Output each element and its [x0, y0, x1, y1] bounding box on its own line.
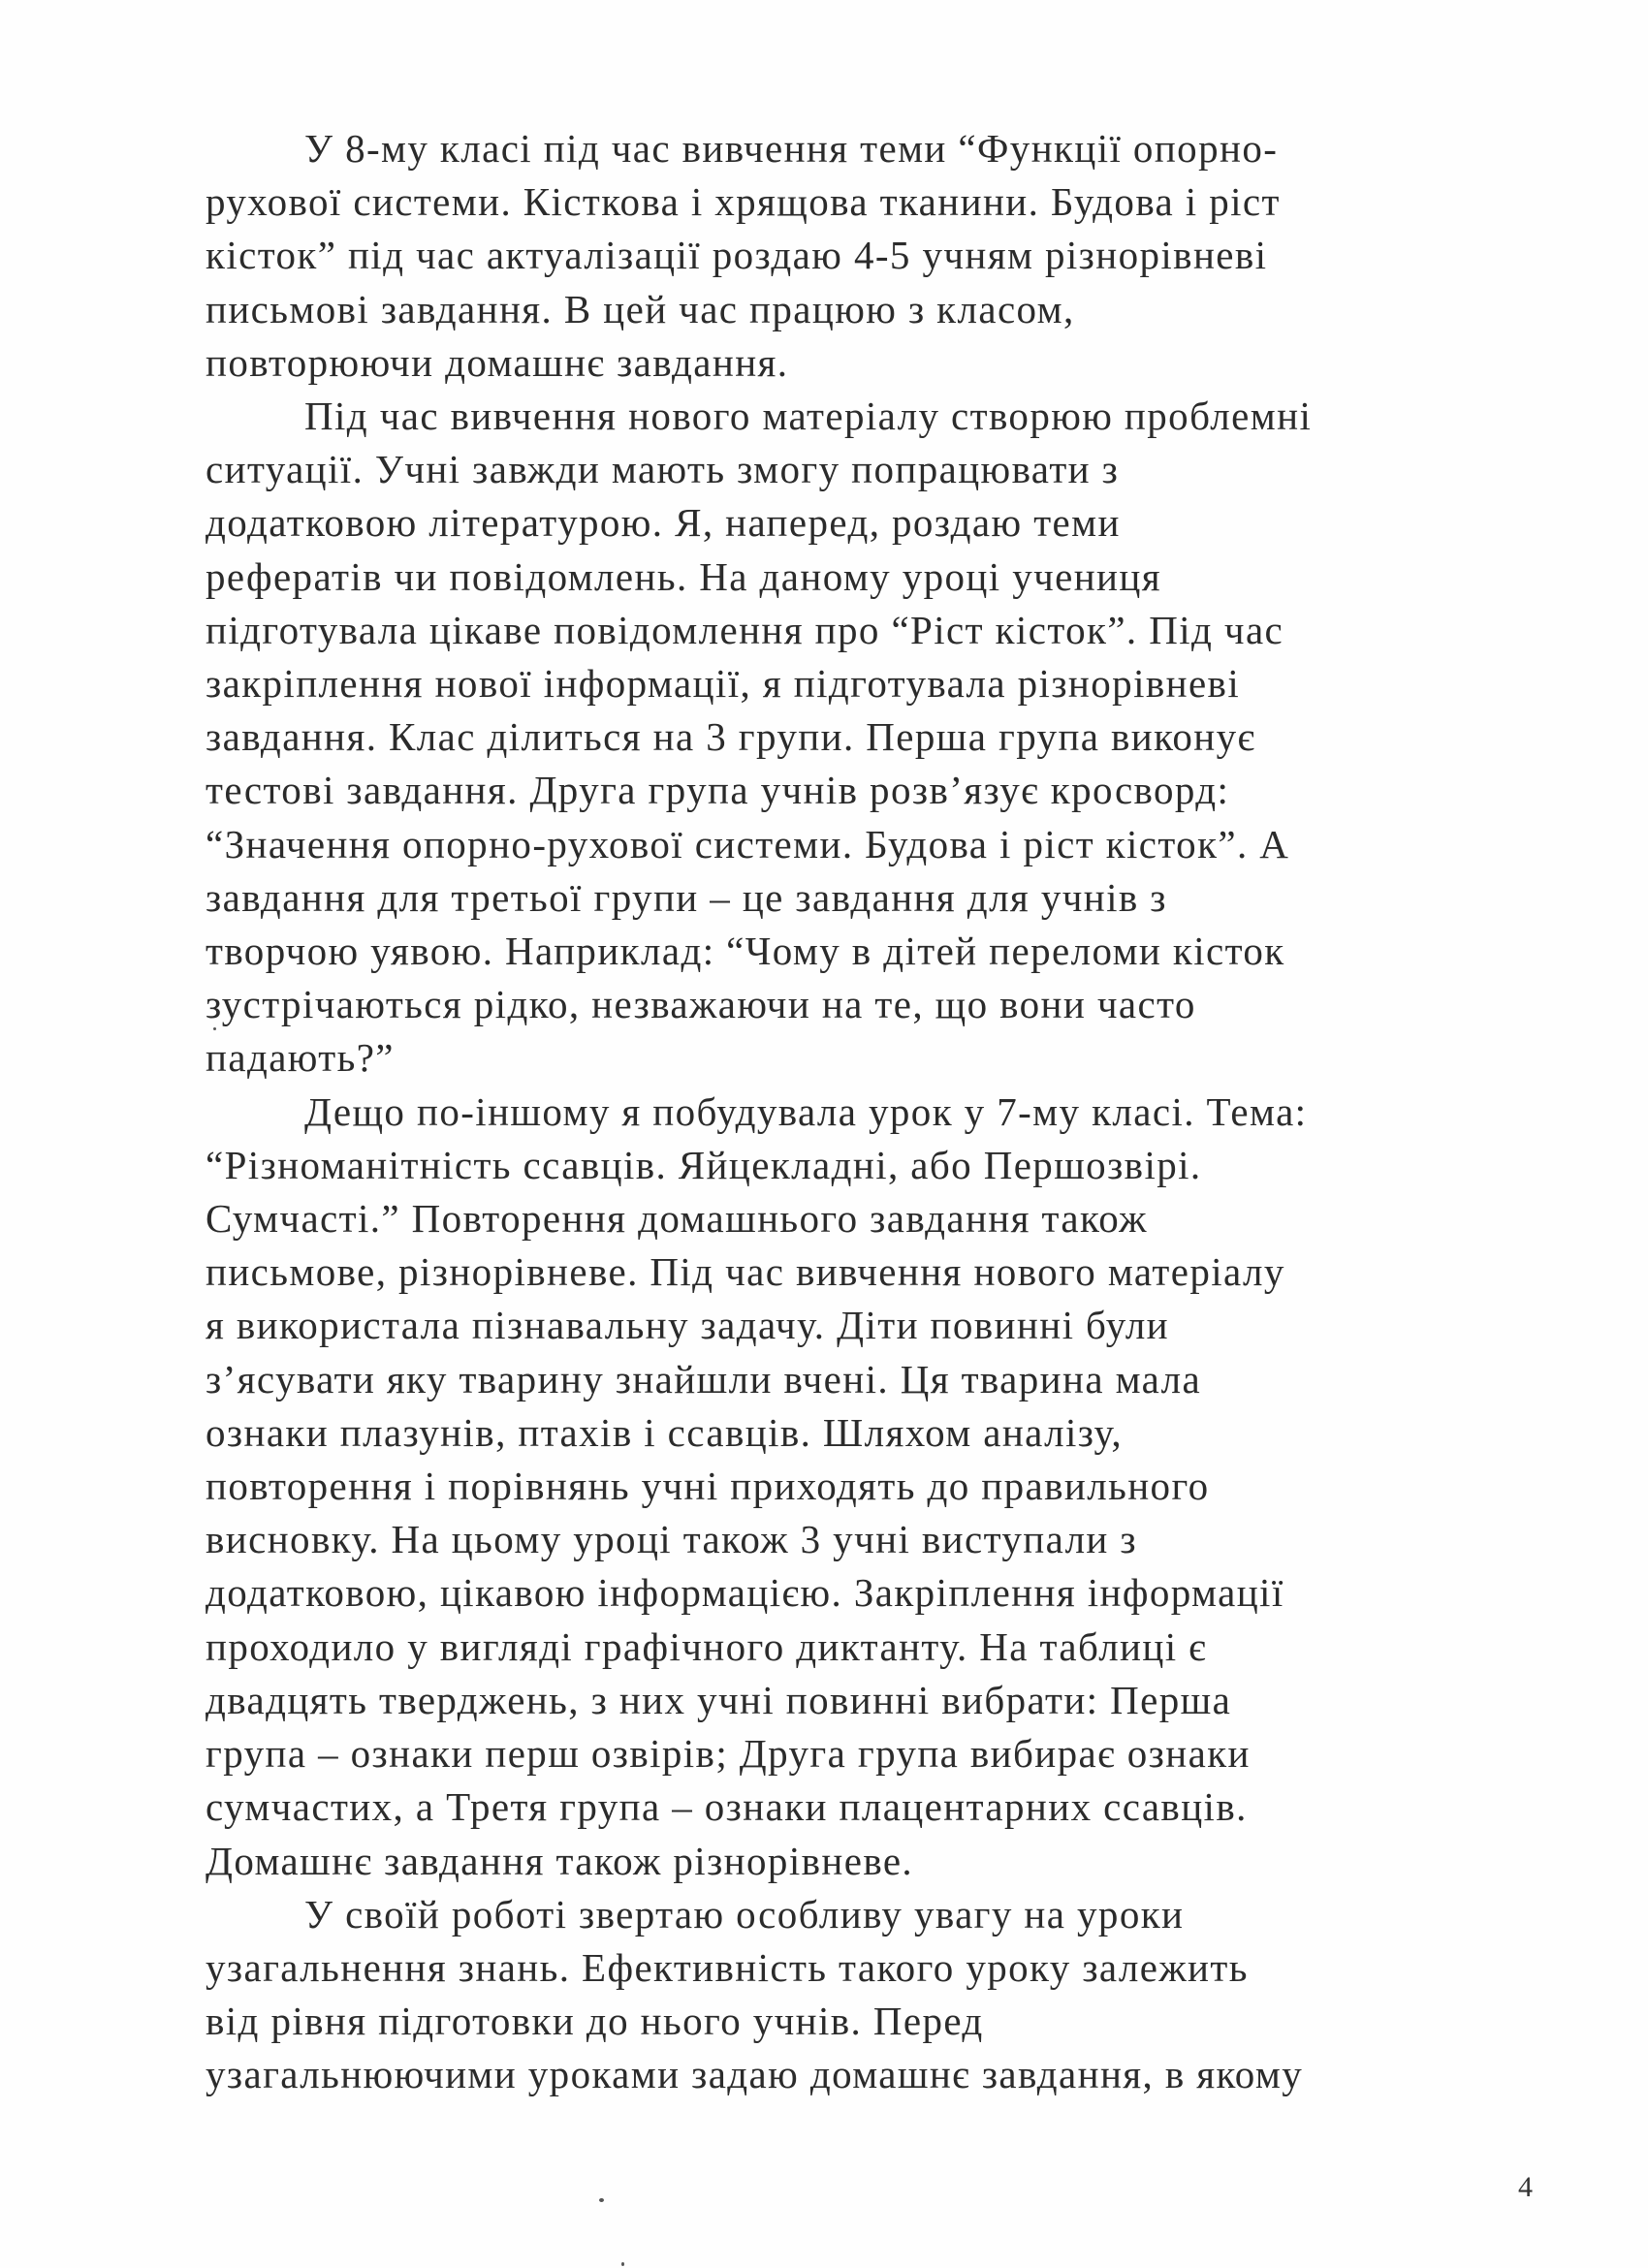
- text-line: група – ознаки перш озвірів; Друга група вибирає ознаки: [206, 1731, 1251, 1777]
- text-line: сумчастих, а Третя група – ознаки плацентарних ссавців.: [206, 1784, 1248, 1830]
- text-line: “Значення опорно-рухової системи. Будова і ріст кісток”. А: [206, 821, 1290, 866]
- text-line: повторення і порівнянь учні приходять до правильного: [206, 1464, 1210, 1509]
- text-line: від рівня підготовки до нього учнів. Перед: [206, 1999, 984, 2044]
- text-line: У 8-му класі під час вивчення теми “Функції опорно-: [304, 126, 1279, 171]
- text-line: двадцять тверджень, з них учні повинні вибрати: Перша: [206, 1677, 1232, 1722]
- text-line: Сумчасті.” Повторення домашнього завдання також: [206, 1196, 1148, 1242]
- text-line: кісток” під час актуалізації роздаю 4-5 учням різнорівневі: [206, 233, 1268, 278]
- text-line: ситуації. Учні завжди мають змогу попрацювати з: [206, 447, 1120, 492]
- text-line: узагальнення знань. Ефективність такого уроку залежить: [206, 1944, 1249, 1990]
- text-line: Дещо по-іншому я побудувала урок у 7-му класі. Тема:: [304, 1088, 1308, 1134]
- text-line: падають?”: [206, 1035, 395, 1081]
- scan-speck: [213, 1027, 216, 1030]
- text-line: рухової системи. Кісткова і хрящова тканини. Будова і ріст: [206, 179, 1281, 225]
- text-line: закріплення нової інформації, я підготувала різнорівневі: [206, 661, 1241, 707]
- text-line: письмове, різнорівневе. Під час вивчення нового матеріалу: [206, 1249, 1285, 1295]
- text-line: “Різноманітність ссавців. Яйцекладні, або Першозвірі.: [206, 1142, 1202, 1187]
- text-line: ознаки плазунів, птахів і ссавців. Шляхом аналізу,: [206, 1409, 1123, 1455]
- text-line: У своїй роботі звертаю особливу увагу на уроки: [304, 1891, 1185, 1937]
- text-line: додатковою, цікавою інформацією. Закріплення інформації: [206, 1570, 1284, 1616]
- text-line: я використала пізнавальну задачу. Діти повинні були: [206, 1303, 1170, 1348]
- text-line: додатковою літературою. Я, наперед, роздаю теми: [206, 500, 1121, 546]
- text-line: рефератів чи повідомлень. На даному уроці учениця: [206, 553, 1161, 599]
- text-line: повторюючи домашнє завдання.: [206, 339, 789, 385]
- text-line: підготувала цікаве повідомлення про “Ріст кісток”. Під час: [206, 607, 1284, 652]
- text-line: письмові завдання. В цей час працюю з класом,: [206, 286, 1075, 331]
- text-line: завдання. Клас ділиться на 3 групи. Перша група виконує: [206, 714, 1256, 760]
- text-line: завдання для третьої групи – це завдання для учнів з: [206, 874, 1167, 920]
- text-line: узагальнюючими уроками задаю домашнє завдання, в якому: [206, 2052, 1304, 2097]
- page-number: 4: [1518, 2171, 1533, 2203]
- body-text: [206, 122, 1563, 2102]
- text-line: зустрічаються рідко, незважаючи на те, що вони часто: [206, 982, 1196, 1027]
- scan-speck: [621, 2262, 624, 2266]
- text-line: з’ясувати яку тварину знайшли вчені. Ця тварина мала: [206, 1356, 1202, 1402]
- text-line: тестові завдання. Друга група учнів розв’язує кросворд:: [206, 768, 1230, 813]
- text-line: творчою уявою. Наприклад: “Чому в дітей переломи кісток: [206, 929, 1285, 974]
- scan-speck: [599, 2198, 604, 2202]
- text-line: проходило у вигляді графічного диктанту. На таблиці є: [206, 1623, 1208, 1669]
- text-line: висновку. На цьому уроці також 3 учні виступали з: [206, 1517, 1138, 1562]
- text-line: Під час вивчення нового матеріалу створюю проблемні: [304, 394, 1313, 439]
- text-line: Домашнє завдання також різнорівневе.: [206, 1838, 914, 1883]
